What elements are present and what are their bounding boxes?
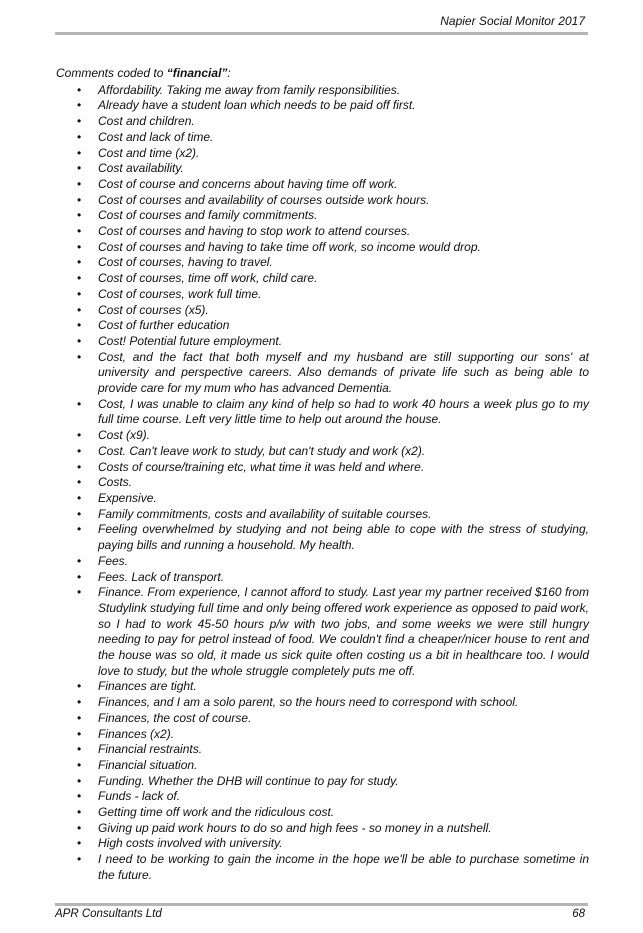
comment-item: • Affordability. Taking me away from family responsibilities. (56, 83, 589, 99)
intro-suffix: : (227, 66, 231, 80)
comment-item: • Finances, and I am a solo parent, so the hours need to correspond with school. (56, 695, 589, 711)
footer-rule (55, 903, 588, 906)
comment-item: • Feeling overwhelmed by studying and not being able to cope with the stress of studying, paying bills and running a household. My health. (56, 522, 589, 553)
comment-item: • Cost and time (x2). (56, 146, 589, 162)
comment-item: • Financial restraints. (56, 742, 589, 758)
comment-item: • Cost (x9). (56, 428, 589, 444)
comment-item: • Cost and lack of time. (56, 130, 589, 146)
comment-item: • Finances are tight. (56, 679, 589, 695)
intro-prefix: Comments coded to (56, 66, 167, 80)
comment-item: • Costs. (56, 475, 589, 491)
comment-item: • Funding. Whether the DHB will continue to pay for study. (56, 774, 589, 790)
comment-item: • Cost. Can't leave work to study, but can't study and work (x2). (56, 444, 589, 460)
comment-item: • Cost, I was unable to claim any kind of help so had to work 40 hours a week plus go to my full time course. Left very little time to help out around the house. (56, 397, 589, 428)
comment-item: • Cost availability. (56, 161, 589, 177)
comment-item: • Cost of further education (56, 318, 589, 334)
comment-item: • Cost, and the fact that both myself and my husband are still supporting our sons' at university and perspective careers. Also demands of private life such as being able to provide care for my mum who has advanced Dementia. (56, 350, 589, 397)
comment-list (56, 83, 589, 884)
comment-item: • Giving up paid work hours to do so and high fees - so money in a nutshell. (56, 821, 589, 837)
header-rule (55, 32, 588, 35)
comment-item: • Cost of course and concerns about having time off work. (56, 177, 589, 193)
comment-item: • Finances (x2). (56, 727, 589, 743)
comment-item: • Cost! Potential future employment. (56, 334, 589, 350)
comments-section (56, 66, 589, 884)
footer-company: APR Consultants Ltd (55, 908, 162, 920)
comment-item: • Cost of courses and having to stop work to attend courses. (56, 224, 589, 240)
running-header-title: Napier Social Monitor 2017 (440, 14, 585, 28)
comment-item: • Cost of courses and having to take time off work, so income would drop. (56, 240, 589, 256)
comment-item: • Finances, the cost of course. (56, 711, 589, 727)
comment-item: • Cost of courses, having to travel. (56, 255, 589, 271)
comment-item: • High costs involved with university. (56, 836, 589, 852)
comment-item: • Funds - lack of. (56, 789, 589, 805)
comment-item: • Cost of courses, time off work, child care. (56, 271, 589, 287)
comment-item: • Cost of courses and family commitments. (56, 208, 589, 224)
comment-item: • Financial situation. (56, 758, 589, 774)
comment-item: • Expensive. (56, 491, 589, 507)
comment-item: • Fees. (56, 554, 589, 570)
comment-item: • Cost of courses (x5). (56, 303, 589, 319)
comment-item: • Getting time off work and the ridiculous cost. (56, 805, 589, 821)
comment-item: • Already have a student loan which needs to be paid off first. (56, 98, 589, 114)
intro-keyword: “financial” (166, 66, 228, 80)
comment-item: • Family commitments, costs and availability of suitable courses. (56, 507, 589, 523)
comment-item: • Cost of courses and availability of courses outside work hours. (56, 193, 589, 209)
comment-item: • Fees. Lack of transport. (56, 570, 589, 586)
comment-item: • Cost and children. (56, 114, 589, 130)
comment-item: • I need to be working to gain the income in the hope we'll be able to purchase sometime in the future. (56, 852, 589, 883)
comment-item: • Costs of course/training etc, what time it was held and where. (56, 460, 589, 476)
comment-item: • Cost of courses, work full time. (56, 287, 589, 303)
section-intro (56, 66, 589, 82)
page-number: 68 (572, 908, 585, 920)
comment-item: • Finance. From experience, I cannot afford to study. Last year my partner received $160 from Studylink studying full time and only being offered work experience as opposed to paid work, so I had to work 45-50 hours p/w with two jobs, and some weeks we were still hungry needing to pay for petrol instead of food. We couldn't find a cheaper/nicer house to rent and the house was so old, it made us sick quite often costing us a bit in healthcare too. I would love to study, but the whole struggle completely puts me off. (56, 585, 589, 679)
